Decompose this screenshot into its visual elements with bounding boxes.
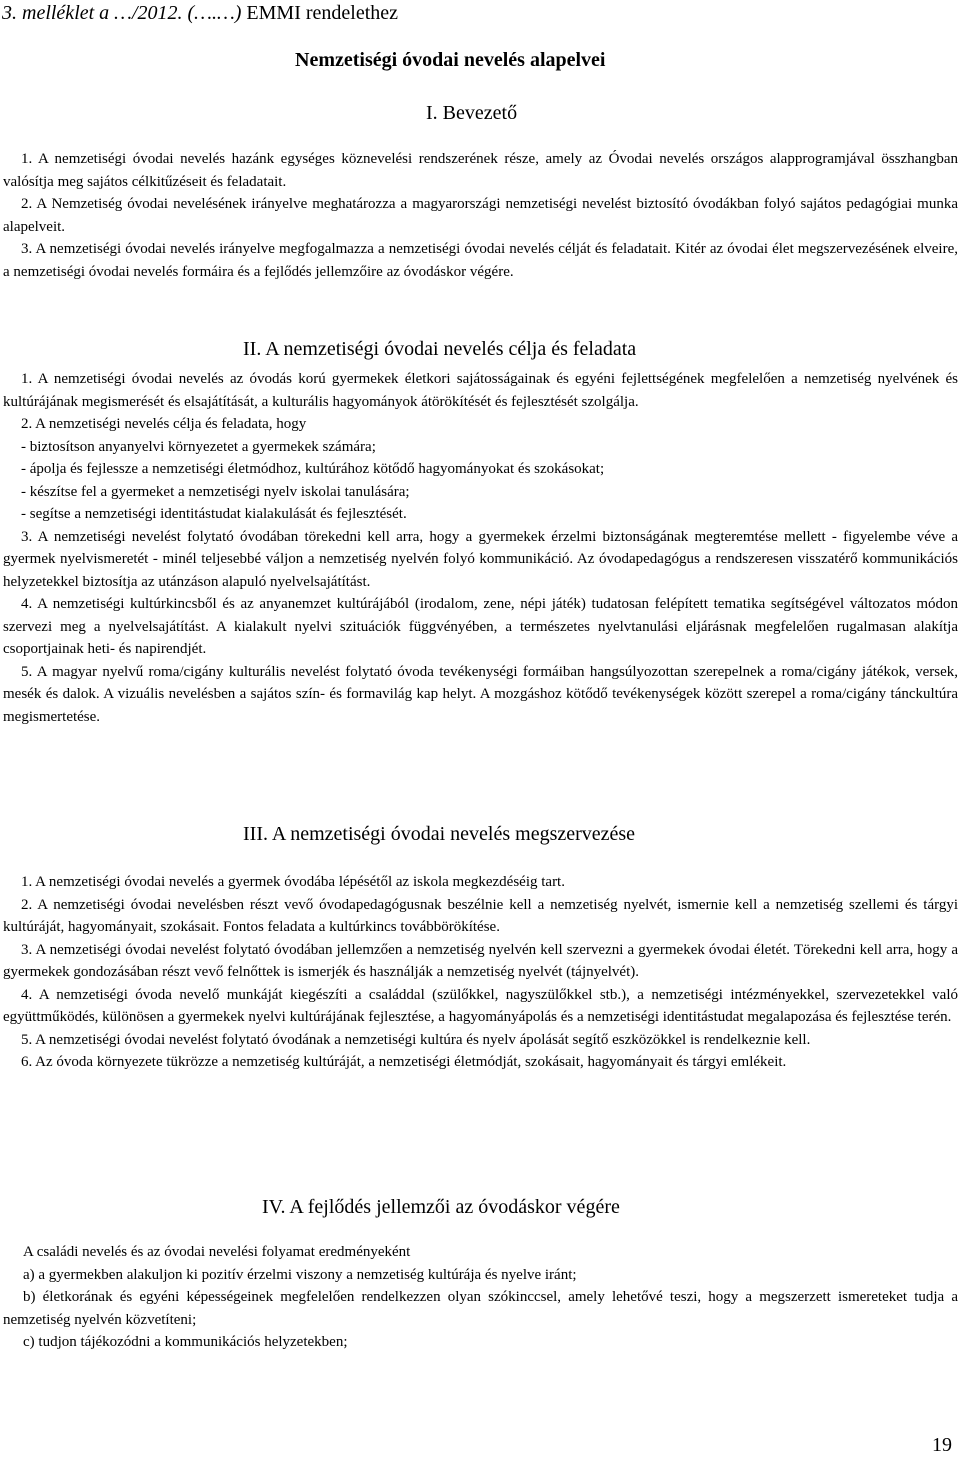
section-body-2 bbox=[3, 368, 958, 728]
section-body-1 bbox=[3, 148, 958, 283]
section-heading-4: IV. A fejlődés jellemzői az óvodáskor végére bbox=[262, 1196, 620, 1218]
section-heading-2: II. A nemzetiségi óvodai nevelés célja és feladata bbox=[243, 338, 637, 360]
page-number: 19 bbox=[932, 1434, 952, 1456]
paragraph: 1. A nemzetiségi óvodai nevelés a gyermek óvodába lépésétől az iskola megkezdéséig tart. bbox=[21, 874, 565, 890]
paragraph: 6. Az óvoda környezete tükrözze a nemzetiség kultúráját, a nemzetiségi életmódját, szokásait, hagyományait és tárgyi emlékeit. bbox=[21, 1054, 787, 1070]
list-item: c) tudjon tájékozódni a kommunikációs helyzetekben; bbox=[23, 1334, 348, 1350]
paragraph: 3. A nemzetiségi óvodai nevelés irányelve megfogalmazza a nemzetiségi óvodai nevelés célját és feladatait. Kitér az óvodai élet megszervezésének elveire, a nemzetiségi óvodai nevelés formáira és a fejlődés jellemzőire az óvodáskor végére. bbox=[3, 241, 958, 280]
paragraph: 1. A nemzetiségi óvodai nevelés az óvodás korú gyermekek életkori sajátosságainak és egyéni fejlettségének megfelelően a nemzetiség nyelvének és kultúrájának megismerését és elsajátítását, a kulturális hagyományok átörökítését és fejlesztését szolgálja. bbox=[3, 371, 958, 410]
list-item: - készítse fel a gyermeket a nemzetiségi nyelv iskolai tanulására; bbox=[21, 483, 410, 500]
paragraph: 4. A nemzetiségi kultúrkincsből és az anyanemzet kultúrájából (irodalom, zene, népi játék) tudatosan felépített tematika segítségével változatos módon szervezi meg a nyelvelsajátítást. A kialakult nyelvi szituációk függvényében, a természetes nyelvtanulási eljárásnak megfelelően rugalmasan alakítja csoportjainak heti- és napirendjét. bbox=[3, 596, 958, 657]
paragraph: 2. A nemzetiségi óvodai nevelésben részt vevő óvodapedagógusnak beszélnie kell a nemzetiség nyelvét, ismernie kell a nemzetiség szellemi és tárgyi kultúráját, hagyományait, szokásait. Fontos feladata a kultúrkincs továbbörökítése. bbox=[3, 896, 958, 935]
paragraph: 3. A nemzetiségi óvodai nevelést folytató óvodában jellemzően a nemzetiség nyelvén kell szervezni a gyermekek óvodai életét. Törekedni kell arra, hogy a gyermekek gondozásában részt vevő felnőttek is ismerjék és használják a nemzetiség nyelvét (tájnyelvét). bbox=[3, 941, 958, 980]
list-item: - biztosítson anyanyelvi környezetet a gyermekek számára; bbox=[21, 438, 376, 455]
paragraph: A családi nevelés és az óvodai nevelési folyamat eredményeként bbox=[23, 1244, 411, 1260]
list-item: b) életkorának és egyéni képességeinek megfelelően rendelkezzen olyan szókinccsel, amely lehetővé teszi, hogy a megszerzett ismereteket tudja a nemzetiség nyelvén közvetíteni; bbox=[3, 1289, 958, 1328]
section-body-4 bbox=[3, 1241, 958, 1354]
header-italic-text: 3. melléklet a …/2012. (….…) bbox=[2, 2, 247, 24]
paragraph: 4. A nemzetiségi óvoda nevelő munkáját kiegészíti a családdal (szülőkkel, nagyszülőkkel stb.), a nemzetiségi intézményekkel, szervezetekkel való együttműködés, különösen a gyermekek nyelvi kultúrájának fejlesztése, a hagyományápolás és a nemzetiségi identitástudat megalapozása és fejlesztése terén. bbox=[3, 986, 958, 1025]
list-item: a) a gyermekben alakuljon ki pozitív érzelmi viszony a nemzetiség kultúrája és nyelve iránt; bbox=[23, 1266, 577, 1283]
paragraph: 3. A nemzetiségi nevelést folytató óvodában törekedni kell arra, hogy a gyermekek érzelmi biztonságának megteremtése mellett - figyelembe véve a gyermek nyelvismeretét - minél teljesebbé váljon a nemzetiség nyelvén folyó kommunikáció. Az óvodapedagógus a rendszeresen visszatérő kommunikációs helyzetekkel biztosítja az utánzáson alapuló nyelvelsajátítást. bbox=[3, 528, 958, 590]
paragraph: 1. A nemzetiségi óvodai nevelés hazánk egységes köznevelési rendszerének része, amely az Óvodai nevelés országos alapprogramjával összhangban valósítja meg sajátos célkitűzéseit és feladatait. bbox=[3, 151, 958, 190]
paragraph: 2. A nemzetiségi nevelés célja és feladata, hogy bbox=[21, 416, 307, 432]
list-item: - ápolja és fejlessze a nemzetiségi életmódhoz, kultúrához kötődő hagyományokat és szokásokat; bbox=[21, 461, 605, 477]
document-title: Nemzetiségi óvodai nevelés alapelvei bbox=[295, 49, 606, 71]
paragraph: 5. A nemzetiségi óvodai nevelést folytató óvodának a nemzetiségi kultúra és nyelv ápolását segítő eszközökkel is rendelkeznie kell. bbox=[21, 1031, 811, 1048]
header-regular-text: EMMI rendelethez bbox=[246, 2, 399, 24]
section-heading-3: III. A nemzetiségi óvodai nevelés megszervezése bbox=[243, 823, 636, 845]
paragraph: 2. A Nemzetiség óvodai nevelésének irányelve meghatározza a magyarországi nemzetiségi nevelést biztosító óvodákban folyó sajátos pedagógiai munka alapelveit. bbox=[3, 196, 958, 235]
list-item: - segítse a nemzetiségi identitástudat kialakulását és fejlesztését. bbox=[21, 506, 407, 522]
section-body-3 bbox=[3, 871, 958, 1074]
regulation-header bbox=[2, 0, 398, 26]
paragraph: 5. A magyar nyelvű roma/cigány kulturális nevelést folytató óvoda tevékenységi formáiban hangsúlyozottan szerepelnek a roma/cigány játékok, versek, mesék és dalok. A vizuális nevelésben a sajátos szín- és formavilág kap helyt. A mozgáshoz kötődő tevékenységek között szerepel a roma/cigány tánckultúra megismertetése. bbox=[3, 663, 958, 725]
section-heading-1: I. Bevezető bbox=[426, 102, 518, 124]
